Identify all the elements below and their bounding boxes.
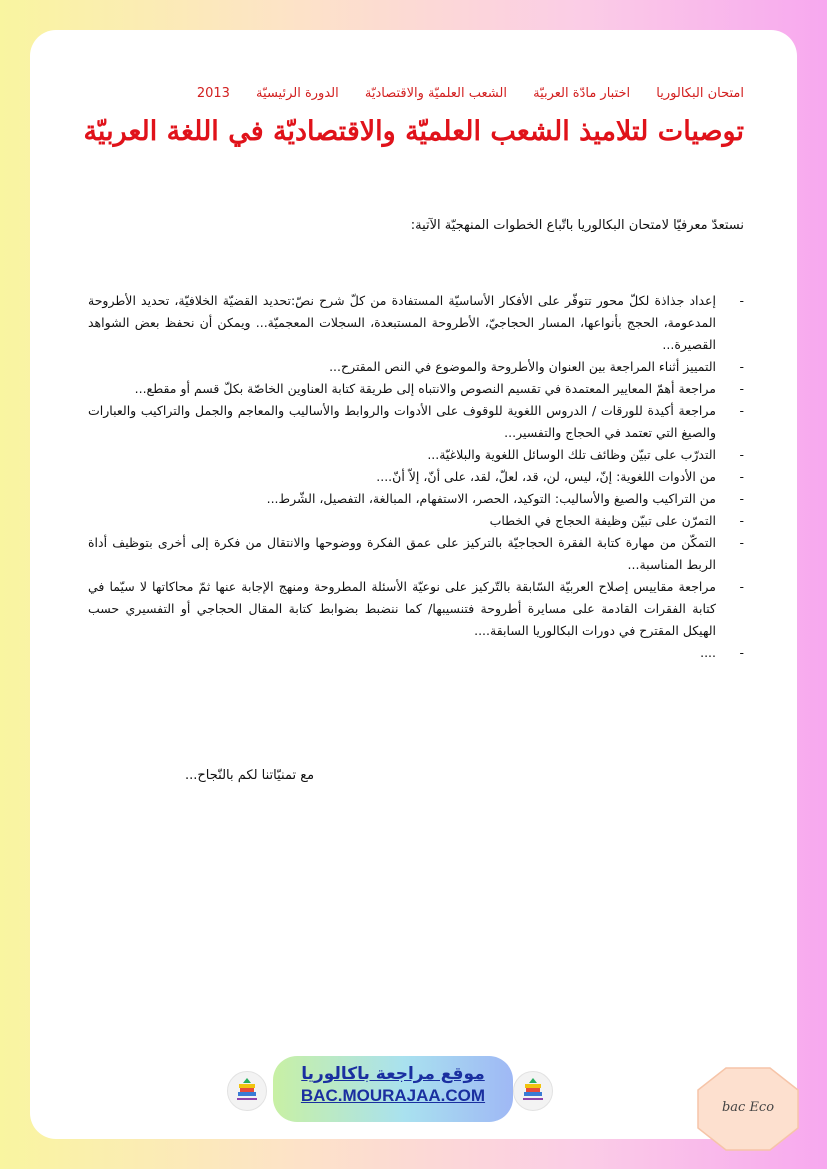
header-subject: اختبار مادّة العربيّة [533, 86, 631, 101]
bac-eco-label: bac Eco [721, 1100, 775, 1115]
list-item: - التمييز أثناء المراجعة بين العنوان والأطروحة والموضوع في النص المقترح... [88, 356, 744, 378]
closing-wishes: مع تمنيّاتنا لكم بالنّجاح... [185, 768, 315, 783]
header-session: الدورة الرئيسيّة [256, 86, 339, 101]
intro-text: نستعدّ معرفيّا لامتحان البكالوريا باتّباع الخطوات المنهجيّة الآتية: [410, 218, 744, 233]
list-item: - من الأدوات اللغوية: إنّ، ليس، لن، قد، لعلّ، لقد، على أنّ، إلاّ أنّ.... [88, 466, 744, 488]
bac-eco-badge [696, 1066, 800, 1152]
list-item: - من التراكيب والصيغ والأساليب: التوكيد، الحصر، الاستفهام، المبالغة، التفصيل، الشّرط... [88, 488, 744, 510]
list-item: - .... [88, 642, 744, 664]
list-item: - مراجعة مقاييس إصلاح العربيّة السّابقة بالتّركيز على نوعيّة الأسئلة المطروحة ومنهج الإجابة عنها ثمّ محاكاتها لا سيّما في كتابة الفقرات القادمة على مسايرة أطروحة فتنسيبها/ كما ننضبط بضوابط كتابة المقال الحجاجي أو التفسيري حسب الهيكل المقترح في دورات البكالوريا السابقة.... [88, 576, 744, 642]
site-name[interactable]: موقع مراجعة باكالوريا [301, 1064, 485, 1084]
recommendations-list [88, 290, 744, 664]
list-item: - التدرّب على تبيّن وظائف تلك الوسائل اللغوية والبلاغيّة... [88, 444, 744, 466]
list-item: - إعداد جذاذة لكلّ محور تتوفّر على الأفكار الأساسيّة المستفادة من كلّ شرح نصّ:تحديد القضيّة الخلافيّة، تحديد الأطروحة المدعومة، الحجج بأنواعها، المسار الحجاجيّ، الأطروحة المستبعدة، السجلات المعجميّة... ويمكن أن نحفظ بعض الشواهد القصيرة... [88, 290, 744, 356]
site-url[interactable]: BAC.MOURAJAA.COM [300, 1086, 486, 1105]
header-streams: الشعب العلميّة والاقتصاديّة [364, 86, 507, 101]
list-item: - التمرّن على تبيّن وظيفة الحجاج في الخطاب [88, 510, 744, 532]
site-link-badge[interactable] [273, 1056, 513, 1122]
site-logo-icon [513, 1071, 553, 1111]
list-item: - مراجعة أكيدة للورقات / الدروس اللغوية للوقوف على الأدوات والروابط والأساليب والمعاجم والجمل والتراكيب والعبارات والصيغ التي تعتمد في الحجاج والتفسير... [88, 400, 744, 444]
header-year: 2013 [196, 86, 230, 101]
site-logo-icon [227, 1071, 267, 1111]
page-title: توصيات لتلاميذ الشعب العلميّة والاقتصاديّة في اللغة العربيّة [83, 116, 744, 147]
header-exam: امتحان البكالوريا [656, 86, 744, 101]
list-item: - التمكّن من مهارة كتابة الفقرة الحجاجيّة بالتركيز على عمق الفكرة ووضوحها والانتقال من فكرة إلى أخرى بتوظيف أداة الربط المناسبة... [88, 532, 744, 576]
exam-header [60, 86, 744, 101]
list-item: - مراجعة أهمّ المعايير المعتمدة في تقسيم النصوص والانتباه إلى طريقة كتابة العناوين الخاصّة بكلّ قسم أو مقطع... [88, 378, 744, 400]
